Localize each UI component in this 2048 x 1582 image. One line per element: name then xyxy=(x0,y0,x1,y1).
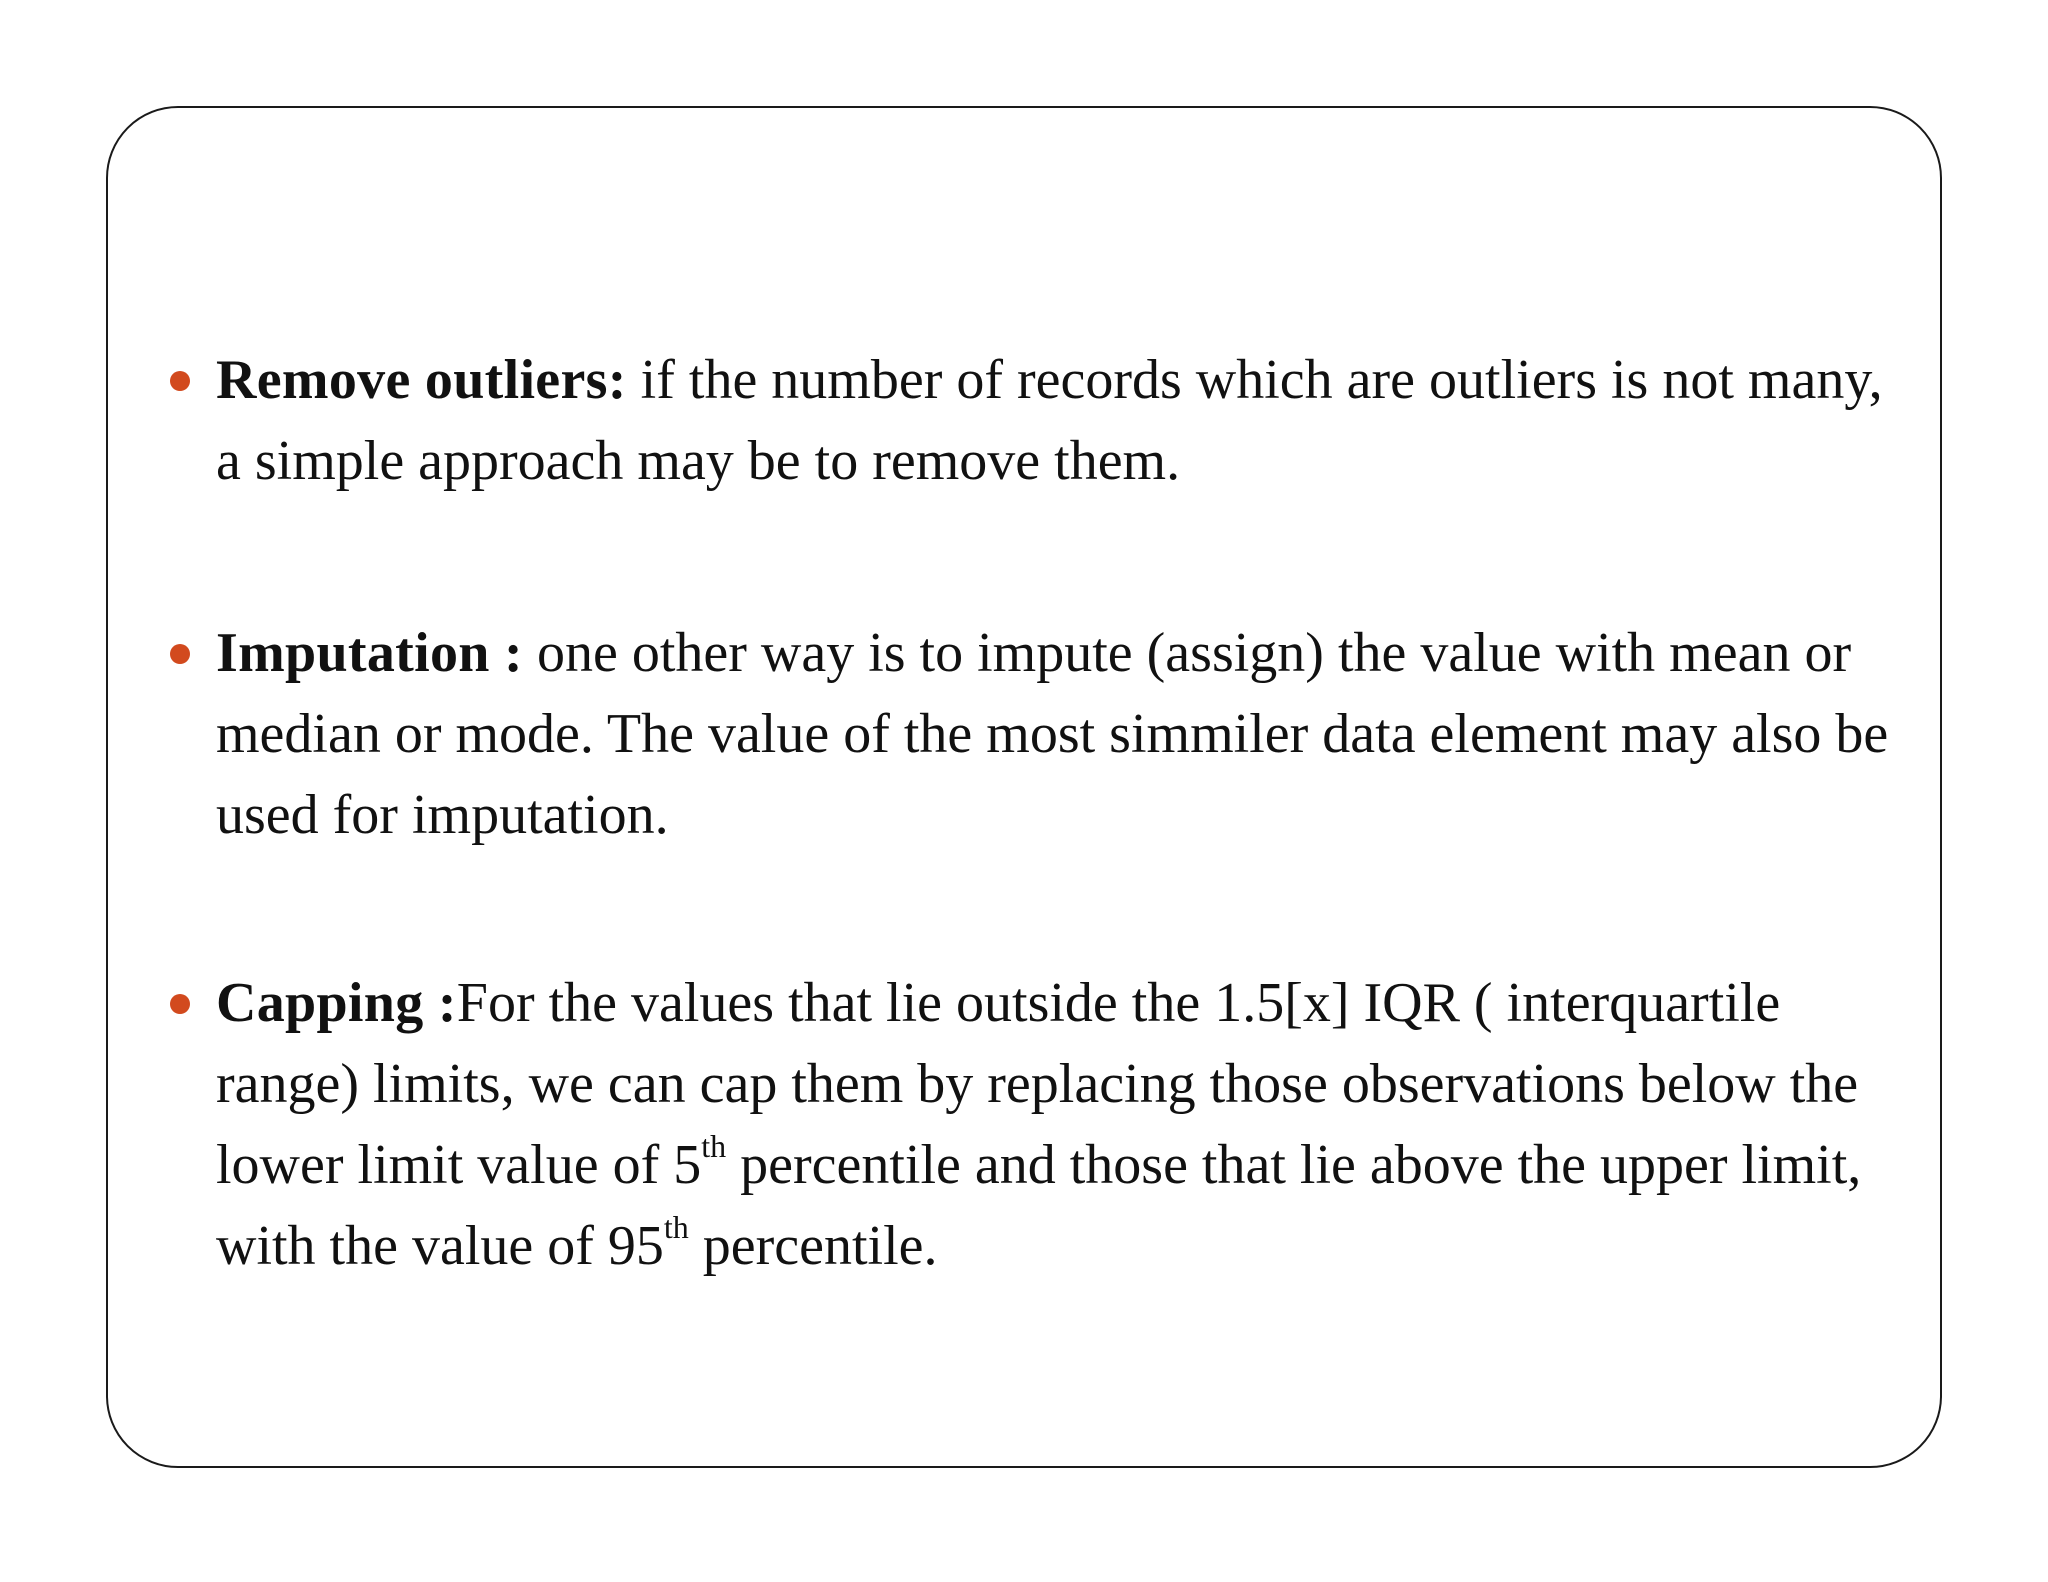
bullet-list xyxy=(108,108,1940,1466)
bullet-term: Imputation : xyxy=(216,622,523,684)
bullet-body: one other way is to impute (assign) the value with mean or median or mode. The value of the most simmiler data element may also be used for imputation. xyxy=(216,622,1889,846)
superscript-th: th xyxy=(663,1209,689,1246)
bullet-term: Remove outliers: xyxy=(216,349,627,411)
slide-frame xyxy=(106,106,1942,1468)
bullet-body-part-1: For the values that lie outside the 1.5[x] IQR ( interquartile range) limits, we can cap them by replacing those observations below the lower limit value of 5 xyxy=(216,972,1859,1196)
bullet-text xyxy=(216,613,1896,856)
bullet-dot-icon xyxy=(170,644,190,664)
bullet-remove-outliers xyxy=(216,340,1896,502)
bullet-dot-icon xyxy=(170,371,190,391)
bullet-body-part-2: percentile and those that lie above the upper limit, with the value of 95 xyxy=(216,1134,1862,1277)
bullet-dot-icon xyxy=(170,994,190,1014)
bullet-body-part-3: percentile. xyxy=(688,1215,938,1277)
bullet-text xyxy=(216,963,1896,1287)
bullet-capping xyxy=(216,963,1896,1287)
bullet-text xyxy=(216,340,1896,502)
bullet-imputation xyxy=(216,613,1896,856)
bullet-body: if the number of records which are outliers is not many, a simple approach may be to remove them. xyxy=(216,349,1883,492)
superscript-th: th xyxy=(701,1128,727,1165)
bullet-term: Capping : xyxy=(216,972,457,1034)
